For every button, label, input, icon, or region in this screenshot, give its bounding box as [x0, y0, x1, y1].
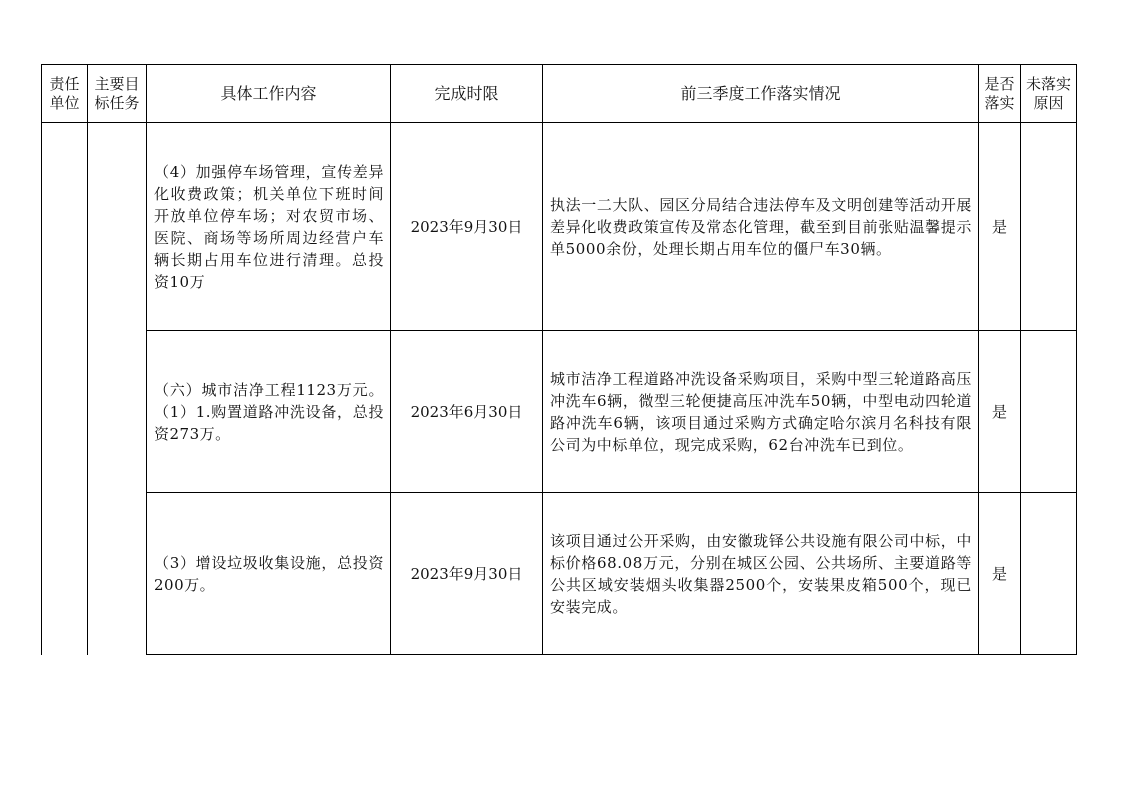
header-unit: 责任 单位 — [42, 65, 88, 123]
table-row — [42, 331, 1077, 493]
content-cell: （3）增设垃圾收集设施，总投资200万。 — [147, 493, 391, 655]
unit-cell — [42, 123, 88, 655]
progress-cell: 城市洁净工程道路冲洗设备采购项目，采购中型三轮道路高压冲洗车6辆，微型三轮便捷高压冲洗车50辆，中型电动四轮道路冲洗车6辆，该项目通过采购方式确定哈尔滨月名科技有限公司为中标单位，现完成采购，62台冲洗车已到位。 — [543, 331, 979, 493]
header-row — [42, 65, 1077, 123]
table-row — [42, 123, 1077, 331]
header-main-task: 主要目 标任务 — [88, 65, 147, 123]
reason-cell — [1021, 493, 1077, 655]
header-reason: 未落实 原因 — [1021, 65, 1077, 123]
reason-cell — [1021, 123, 1077, 331]
header-done: 是否 落实 — [979, 65, 1021, 123]
header-content: 具体工作内容 — [147, 65, 391, 123]
content-cell: （4）加强停车场管理，宣传差异化收费政策；机关单位下班时间开放单位停车场；对农贸市场、医院、商场等场所周边经营户车辆长期占用车位进行清理。总投资10万 — [147, 123, 391, 331]
main-task-cell — [88, 123, 147, 655]
table-row — [42, 493, 1077, 655]
progress-cell: 该项目通过公开采购，由安徽珑铎公共设施有限公司中标，中标价格68.08万元，分别在城区公园、公共场所、主要道路等公共区域安装烟头收集器2500个，安装果皮箱500个，现已安装完成。 — [543, 493, 979, 655]
deadline-cell: 2023年9月30日 — [391, 123, 543, 331]
progress-cell: 执法一二大队、园区分局结合违法停车及文明创建等活动开展差异化收费政策宣传及常态化管理，截至到目前张贴温馨提示单5000余份，处理长期占用车位的僵尸车30辆。 — [543, 123, 979, 331]
work-table — [41, 64, 1077, 655]
done-cell: 是 — [979, 493, 1021, 655]
reason-cell — [1021, 331, 1077, 493]
header-deadline: 完成时限 — [391, 65, 543, 123]
done-cell: 是 — [979, 123, 1021, 331]
deadline-cell: 2023年9月30日 — [391, 493, 543, 655]
content-cell: （六）城市洁净工程1123万元。（1）1.购置道路冲洗设备，总投资273万。 — [147, 331, 391, 493]
done-cell: 是 — [979, 331, 1021, 493]
deadline-cell: 2023年6月30日 — [391, 331, 543, 493]
header-progress: 前三季度工作落实情况 — [543, 65, 979, 123]
